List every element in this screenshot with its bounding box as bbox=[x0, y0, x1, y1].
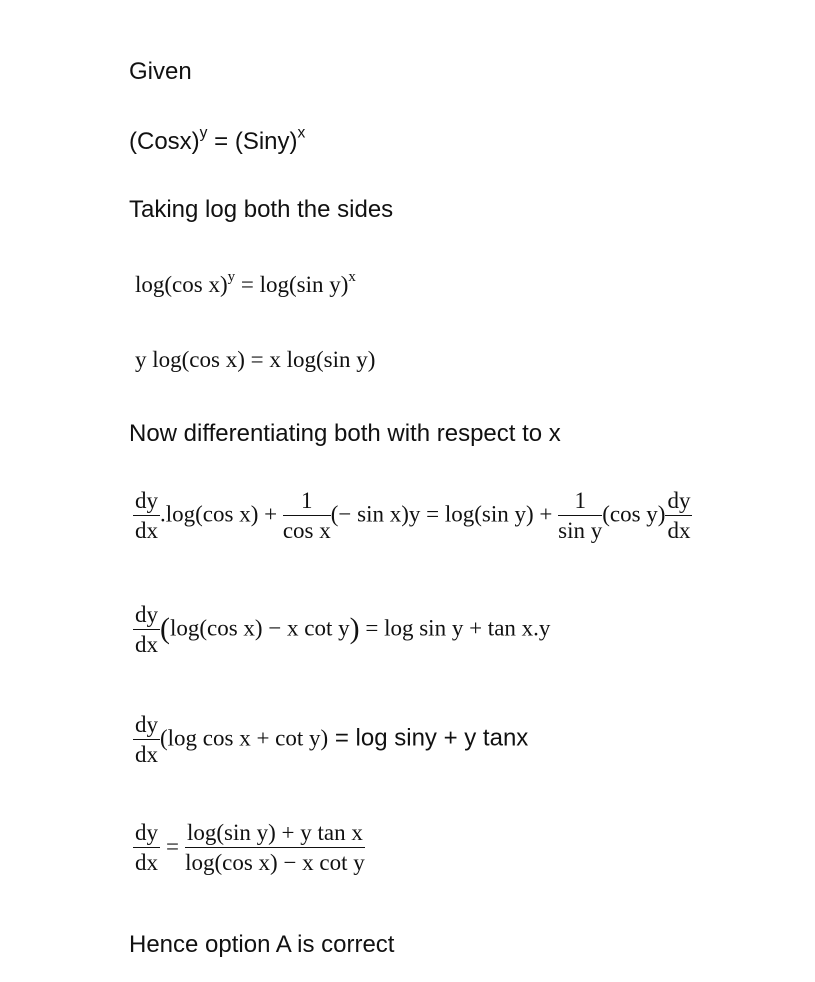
diff-part2: (− sin x)y = log(sin y) + bbox=[330, 501, 559, 527]
log-lhs-exponent: y bbox=[227, 268, 236, 285]
dy-dx-fraction: $\frac{dy}{dx}$ bbox=[135, 820, 158, 876]
final-equation bbox=[133, 820, 365, 877]
dy-dx-fraction: $\frac{dy}{dx}$ bbox=[135, 602, 158, 658]
dy-dx-fraction: $\frac{dy}{dx}$ bbox=[135, 488, 158, 544]
given-mid: = (Siny) bbox=[207, 128, 298, 155]
log-rhs-exponent: x bbox=[348, 268, 356, 285]
log-mid: = log(sin y) bbox=[235, 272, 349, 297]
factored-body: log(cos x) − x cot y bbox=[169, 615, 350, 641]
derivative-equation bbox=[133, 488, 692, 545]
differentiating-text: Now differentiating both with respect to x bbox=[129, 420, 561, 447]
conclusion-text: Hence option A is correct bbox=[129, 931, 395, 958]
simplified-rhs: = log siny + y tanx bbox=[328, 724, 529, 752]
factored-rhs: = log sin y + tan x.y bbox=[359, 615, 551, 641]
given-lhs-exponent: y bbox=[199, 124, 208, 142]
log-equation bbox=[135, 268, 356, 298]
simplified-equation bbox=[133, 712, 528, 769]
final-fraction: $\frac{\text{log(sin y) + y tan x}}{\text{log(cos x) − x cot y}}$ bbox=[185, 820, 365, 876]
given-lhs: (Cosx) bbox=[129, 128, 200, 155]
diff-part1: .log(cos x) + bbox=[160, 501, 283, 527]
factored-equation: $\frac{dy}{dx}$ (log(cos x) − x cot y) = log sin y + tan x.y bbox=[135, 602, 551, 658]
log-lhs: log(cos x) bbox=[135, 272, 228, 297]
simplified-body: (log cos x + cot y) bbox=[160, 725, 329, 751]
dy-dx-fraction: $\frac{dy}{dx}$ bbox=[135, 712, 158, 768]
final-equals: = bbox=[166, 833, 179, 859]
one-over-siny: $\frac{1}{\text{sin y}}$ bbox=[558, 488, 603, 544]
given-rhs-exponent: x bbox=[297, 124, 306, 142]
given-equation bbox=[129, 124, 306, 156]
diff-part3: (cos y) bbox=[602, 501, 666, 527]
one-over-cosx: $\frac{1}{\text{cos x}}$ bbox=[282, 488, 331, 544]
taking-log-text: Taking log both the sides bbox=[129, 196, 394, 223]
ylog-equation: y log(cos x) = x log(sin y) bbox=[135, 347, 376, 372]
given-heading: Given bbox=[129, 58, 192, 85]
dy-dx-fraction-right: $\frac{dy}{dx}$ bbox=[667, 488, 691, 544]
